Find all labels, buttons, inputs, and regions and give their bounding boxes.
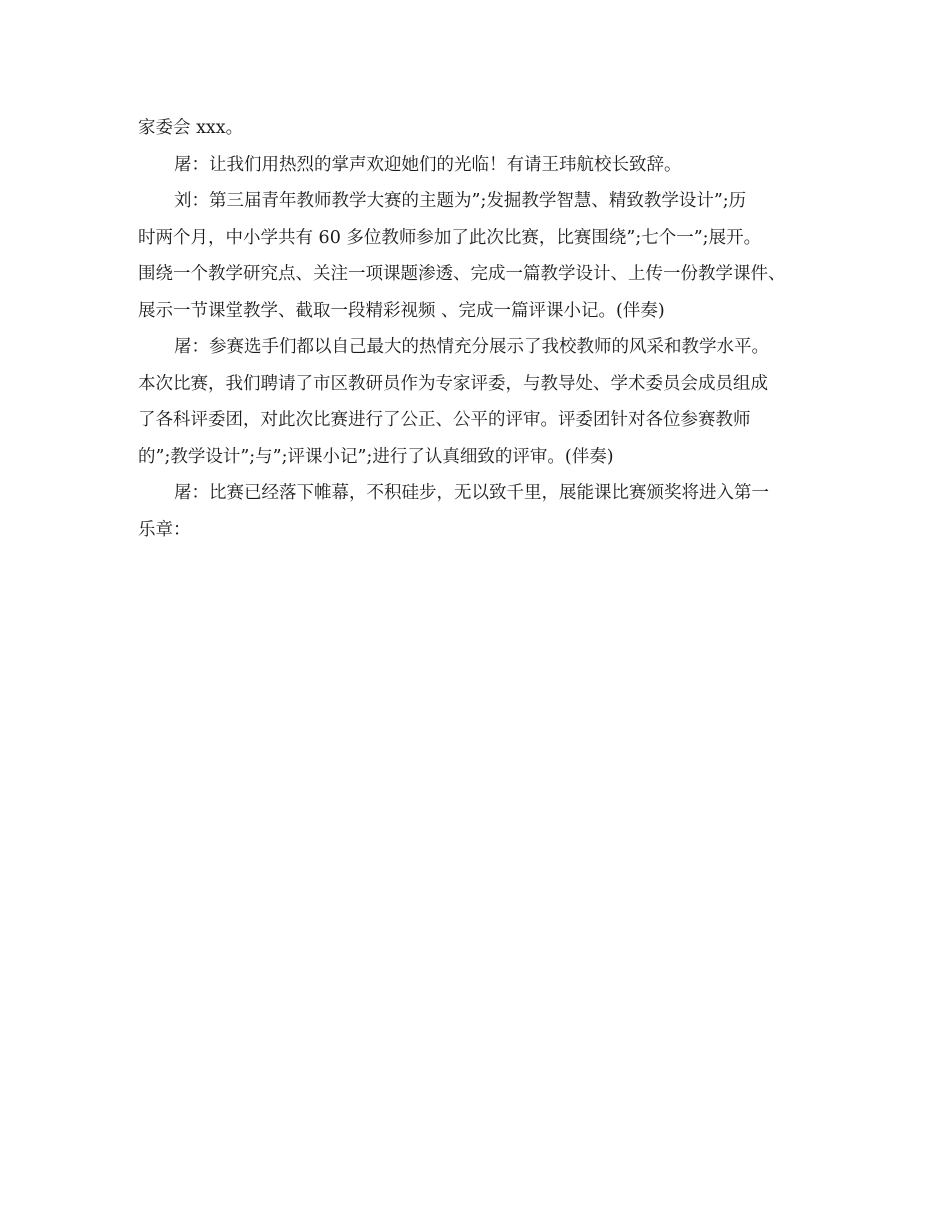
text-line: 的”;教学设计”;与”;评课小记”;进行了认真细致的评审。(伴奏) <box>138 446 614 467</box>
text-line: 屠：比赛已经落下帷幕，不积硅步，无以致千里，展能课比赛颁奖将进入第一 <box>174 483 769 503</box>
text-line: 屠：参赛选手们都以自己最大的热情充分展示了我校教师的风采和教学水平。 <box>174 337 769 357</box>
text-line: 刘：第三届青年教师教学大赛的主题为”;发掘教学智慧、精致教学设计”;历 <box>174 191 747 211</box>
text-line: 屠：让我们用热烈的掌声欢迎她们的光临！有请王玮航校长致辞。 <box>174 154 682 175</box>
text-line: 时两个月，中小学共有 60 多位教师参加了此次比赛，比赛围绕”;七个一”;展开。 <box>138 227 762 248</box>
text-line: 家委会 xxx。 <box>138 118 244 138</box>
text-line: 本次比赛，我们聘请了市区教研员作为专家评委，与教导处、学术委员会成员组成 <box>138 373 768 394</box>
text-line: 了各科评委团，对此次比赛进行了公正、公平的评审。评委团针对各位参赛教师 <box>138 410 751 430</box>
text-line: 展示一节课堂教学、截取一段精彩视频 、完成一篇评课小记。(伴奏) <box>138 300 665 321</box>
text-line: 乐章： <box>138 519 191 540</box>
text-line: 围绕一个教学研究点、关注一项课题渗透、完成一篇教学设计、上传一份教学课件、 <box>138 264 786 284</box>
document-body <box>138 110 818 548</box>
